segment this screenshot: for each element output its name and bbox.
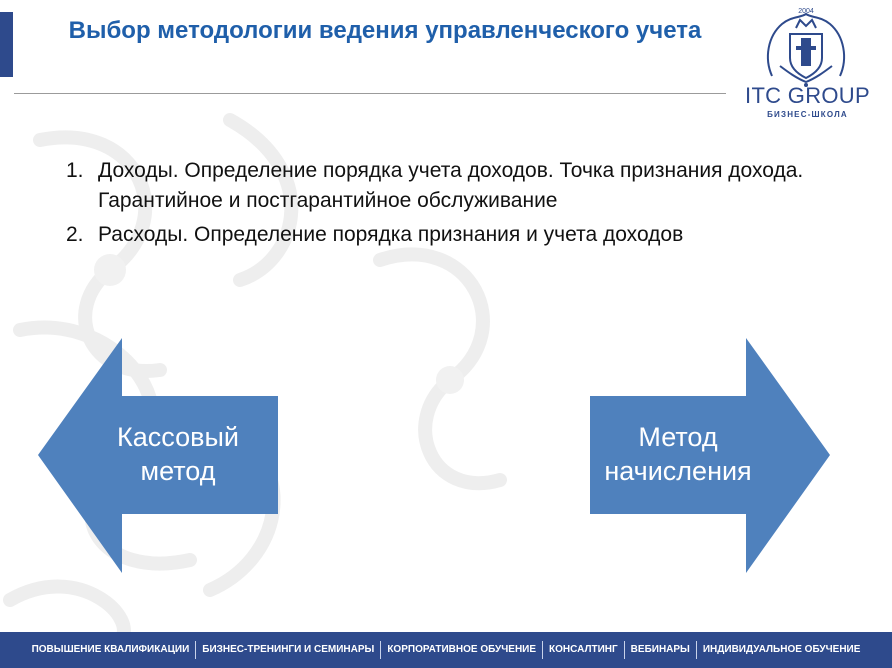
itc-group-logo xyxy=(730,6,885,118)
list-item xyxy=(66,220,856,250)
footer-nav xyxy=(0,632,892,668)
list-item xyxy=(66,156,856,216)
logo-year: 2004 xyxy=(798,8,814,15)
accrual-method-arrow xyxy=(590,338,830,573)
logo-name: ITC GROUP xyxy=(745,83,870,108)
footer-item-trainings[interactable]: БИЗНЕС-ТРЕНИНГИ И СЕМИНАРЫ xyxy=(195,641,380,659)
slide-title: Выбор методологии ведения управленческого учета xyxy=(68,17,702,44)
footer-item-corporate[interactable]: КОРПОРАТИВНОЕ ОБУЧЕНИЕ xyxy=(380,641,542,659)
cash-method-label: Кассовый метод xyxy=(117,422,239,486)
footer-item-individual[interactable]: ИНДИВИДУАЛЬНОЕ ОБУЧЕНИЕ xyxy=(696,641,867,659)
list-item-text: Доходы. Определение порядка учета доходов. Точка признания дохода. Гарантийное и постгарантийное обслуживание xyxy=(98,159,804,212)
accrual-method-label: Метод начисления xyxy=(604,422,752,486)
list-item-number: 2. xyxy=(66,223,84,246)
footer-item-consulting[interactable]: КОНСАЛТИНГ xyxy=(542,641,624,659)
list-item-text: Расходы. Определение порядка признания и учета доходов xyxy=(98,223,684,246)
accent-bar xyxy=(0,12,13,77)
title-divider xyxy=(14,93,726,94)
list-item-number: 1. xyxy=(66,159,84,182)
footer-item-qualification[interactable]: ПОВЫШЕНИЕ КВАЛИФИКАЦИИ xyxy=(31,644,190,655)
logo-subtitle: БИЗНЕС-ШКОЛА xyxy=(767,110,848,119)
cash-method-arrow xyxy=(38,338,278,573)
footer-item-webinars[interactable]: ВЕБИНАРЫ xyxy=(624,641,696,659)
crest-icon xyxy=(760,6,852,90)
topics-list xyxy=(66,156,856,254)
